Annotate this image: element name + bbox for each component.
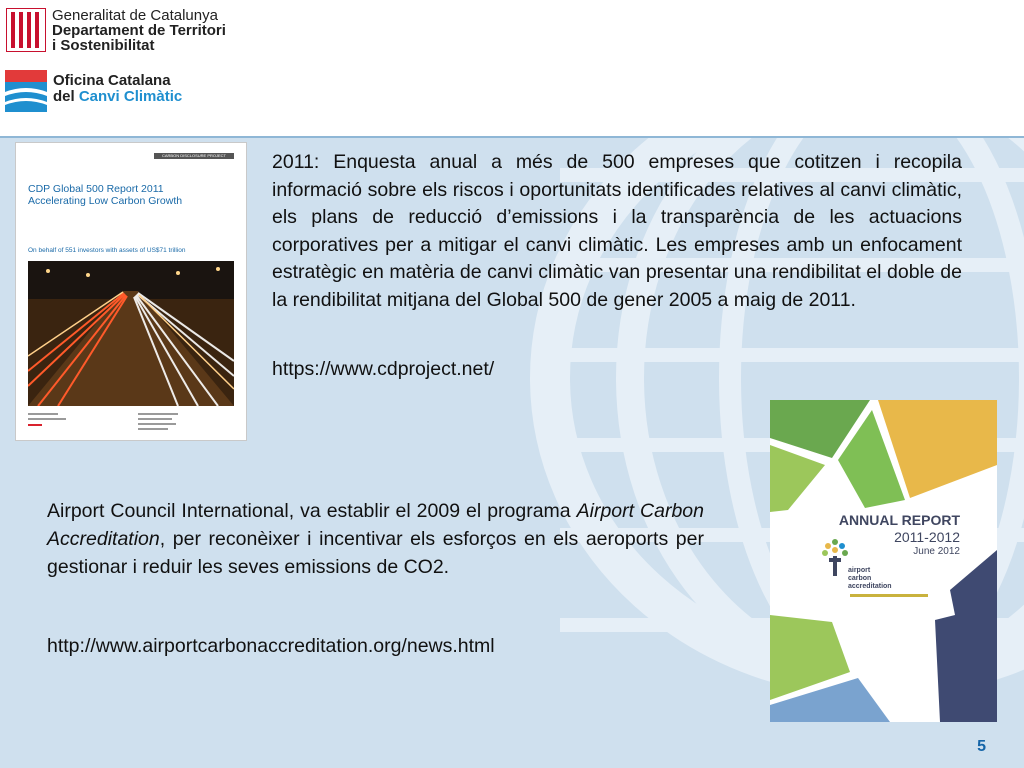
- page-number: 5: [977, 738, 986, 755]
- aca-link[interactable]: http://www.airportcarbonaccreditation.org/news.html: [47, 635, 495, 657]
- slide-header: [0, 0, 1024, 137]
- cdp-cover-title: [28, 183, 182, 207]
- occ-logo-icon: [5, 70, 47, 112]
- aca-text-before: Airport Council International, va establir el 2009 el programa: [47, 500, 577, 522]
- aca-text-after: , per reconèixer i incentivar els esforços en els aeroports per gestionar i reduir les seves emissions de CO2.: [47, 528, 704, 578]
- generalitat-line: Generalitat de Catalunya: [52, 7, 218, 24]
- cdp-cover-title-line-1: CDP Global 500 Report 2011: [28, 183, 164, 195]
- aca-logo-underline: [850, 594, 928, 597]
- occ-line-2: [53, 89, 182, 105]
- annual-report-years: 2011-2012: [894, 529, 960, 545]
- aca-logo-line-3: accreditation: [848, 583, 892, 590]
- cdp-cover-title-line-2: Accelerating Low Carbon Growth: [28, 195, 183, 207]
- occ-line-2-prefix: del: [53, 88, 79, 105]
- occ-line-1: Oficina Catalana: [53, 72, 171, 89]
- aca-logo-line-2: carbon: [848, 575, 872, 582]
- aca-logo-text: [848, 567, 892, 591]
- annual-report-date: June 2012: [913, 546, 960, 557]
- cdp-cover-subtitle: On behalf of 551 investors with assets of US$71 trillion: [28, 247, 186, 254]
- generalitat-flag-icon: [6, 8, 46, 52]
- airport-carbon-tree-icon: [820, 532, 850, 592]
- cdp-cover-tag: CARBON DISCLOSURE PROJECT: [154, 153, 234, 159]
- slide-content: [0, 138, 1024, 768]
- cdp-report-cover: [15, 142, 247, 441]
- aca-description: [47, 497, 704, 581]
- aca-program-name: Airport Carbon Accreditation: [47, 500, 704, 550]
- cdp-link[interactable]: https://www.cdproject.net/: [272, 358, 495, 380]
- department-line-2: i Sostenibilitat: [52, 37, 155, 54]
- cdp-cover-footer: [28, 413, 234, 433]
- aca-logo-line-1: airport: [848, 567, 871, 574]
- annual-report-cover: [770, 400, 997, 722]
- occ-line-2-highlight: Canvi Climàtic: [78, 88, 183, 105]
- cdp-description: 2011: Enquesta anual a més de 500 empreses que cotitzen i recopila informació sobre els riscos i oportunitats identificades relatives al canvi climàtic, els plans de reducció d’emissions i la transparència de les actuacions corporatives per a mitigar el canvi climàtic. Les empreses amb un enfocament estratègic en matèria de canvi climàtic van presentar una rendibilitat el doble de la rendibilitat mitjana del Global 500 de gener 2005 a maig de 2011.: [272, 151, 962, 311]
- occ-name: [53, 73, 182, 105]
- generalitat-name: [52, 8, 226, 53]
- highway-lights-photo: [28, 261, 234, 406]
- annual-report-shapes: [770, 400, 997, 722]
- annual-report-title: ANNUAL REPORT: [838, 512, 960, 528]
- department-line: Departament de Territori: [52, 22, 226, 39]
